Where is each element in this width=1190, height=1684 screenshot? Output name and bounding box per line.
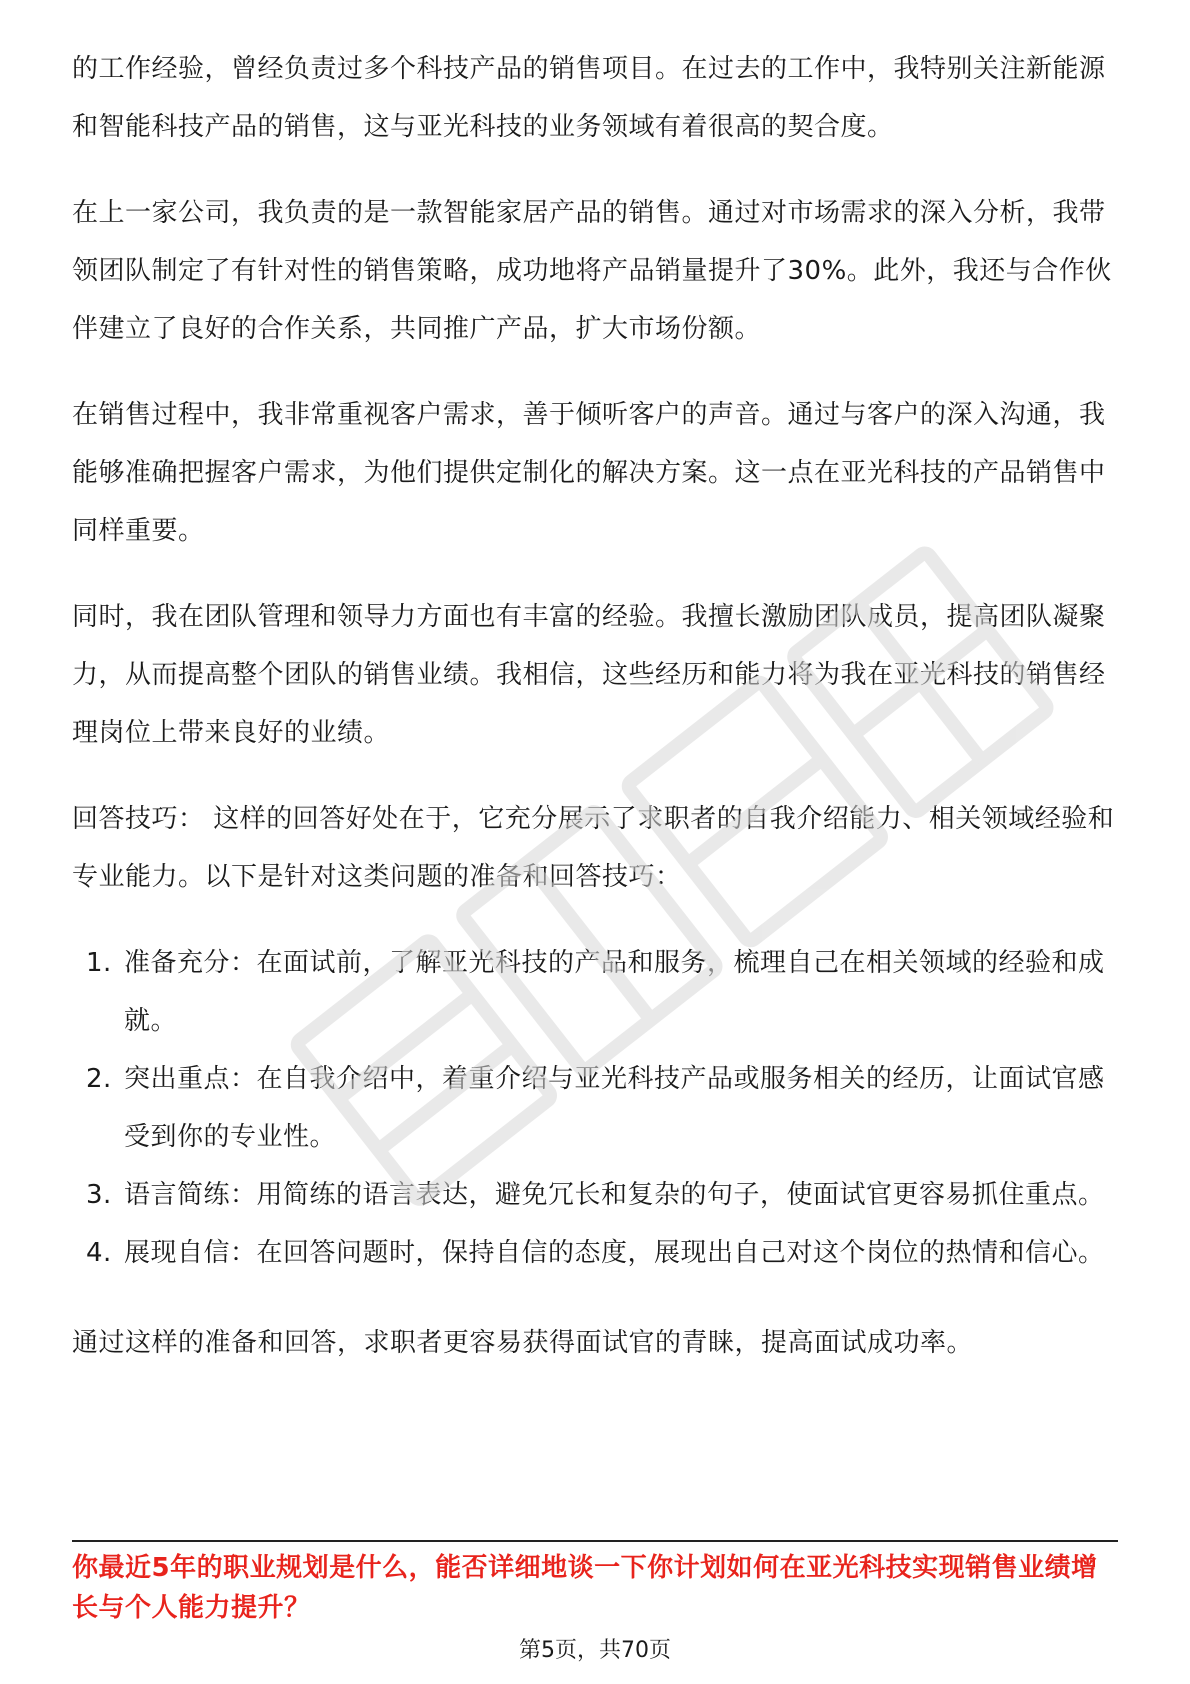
paragraph-customer-needs: 在销售过程中，我非常重视客户需求，善于倾听客户的声音。通过与客户的深入沟通，我能够准确把握客户需求，为他们提供定制化的解决方案。这一点在亚光科技的产品销售中同样重要。	[72, 400, 1106, 546]
list-item-text: 突出重点：在自我介绍中，着重介绍与亚光科技产品或服务相关的经历，让面试官感受到你的专业性。	[124, 1064, 1105, 1152]
list-item-number: 4.	[86, 1238, 112, 1268]
section-divider	[72, 1540, 1118, 1542]
paragraph-previous-company: 在上一家公司，我负责的是一款智能家居产品的销售。通过对市场需求的深入分析，我带领团队制定了有针对性的销售策略，成功地将产品销量提升了30%。此外，我还与合作伙伴建立了良好的合作关系，共同推广产品，扩大市场份额。	[72, 198, 1112, 344]
list-item-text: 展现自信：在回答问题时，保持自信的态度，展现出自己对这个岗位的热情和信心。	[124, 1238, 1105, 1268]
list-item-text: 准备充分：在面试前，了解亚光科技的产品和服务，梳理自己在相关领域的经验和成就。	[124, 948, 1105, 1036]
list-item	[72, 1166, 1118, 1224]
next-question-heading: 你最近5年的职业规划是什么，能否详细地谈一下你计划如何在亚光科技实现销售业绩增长与个人能力提升？	[72, 1553, 1098, 1623]
list-item-number: 1.	[86, 948, 112, 978]
list-item	[72, 1224, 1118, 1282]
list-item-number: 3.	[86, 1180, 112, 1210]
list-item	[72, 1050, 1118, 1166]
tips-list	[72, 934, 1118, 1282]
list-item-number: 2.	[86, 1064, 112, 1094]
paragraph-experience: 的工作经验，曾经负责过多个科技产品的销售项目。在过去的工作中，我特别关注新能源和智能科技产品的销售，这与亚光科技的业务领域有着很高的契合度。	[72, 54, 1106, 142]
paragraph-conclusion: 通过这样的准备和回答，求职者更容易获得面试官的青睐，提高面试成功率。	[72, 1328, 974, 1358]
list-item-text: 语言简练：用简练的语言表达，避免冗长和复杂的句子，使面试官更容易抓住重点。	[124, 1180, 1105, 1210]
page-number: 第5页，共70页	[519, 1638, 671, 1663]
paragraph-team-management: 同时，我在团队管理和领导力方面也有丰富的经验。我擅长激励团队成员，提高团队凝聚力，从而提高整个团队的销售业绩。我相信，这些经历和能力将为我在亚光科技的销售经理岗位上带来良好的业绩。	[72, 602, 1106, 748]
list-item	[72, 934, 1118, 1050]
paragraph-answer-tips: 回答技巧： 这样的回答好处在于，它充分展示了求职者的自我介绍能力、相关领域经验和专业能力。以下是针对这类问题的准备和回答技巧：	[72, 804, 1115, 892]
document-body	[72, 40, 1118, 1400]
